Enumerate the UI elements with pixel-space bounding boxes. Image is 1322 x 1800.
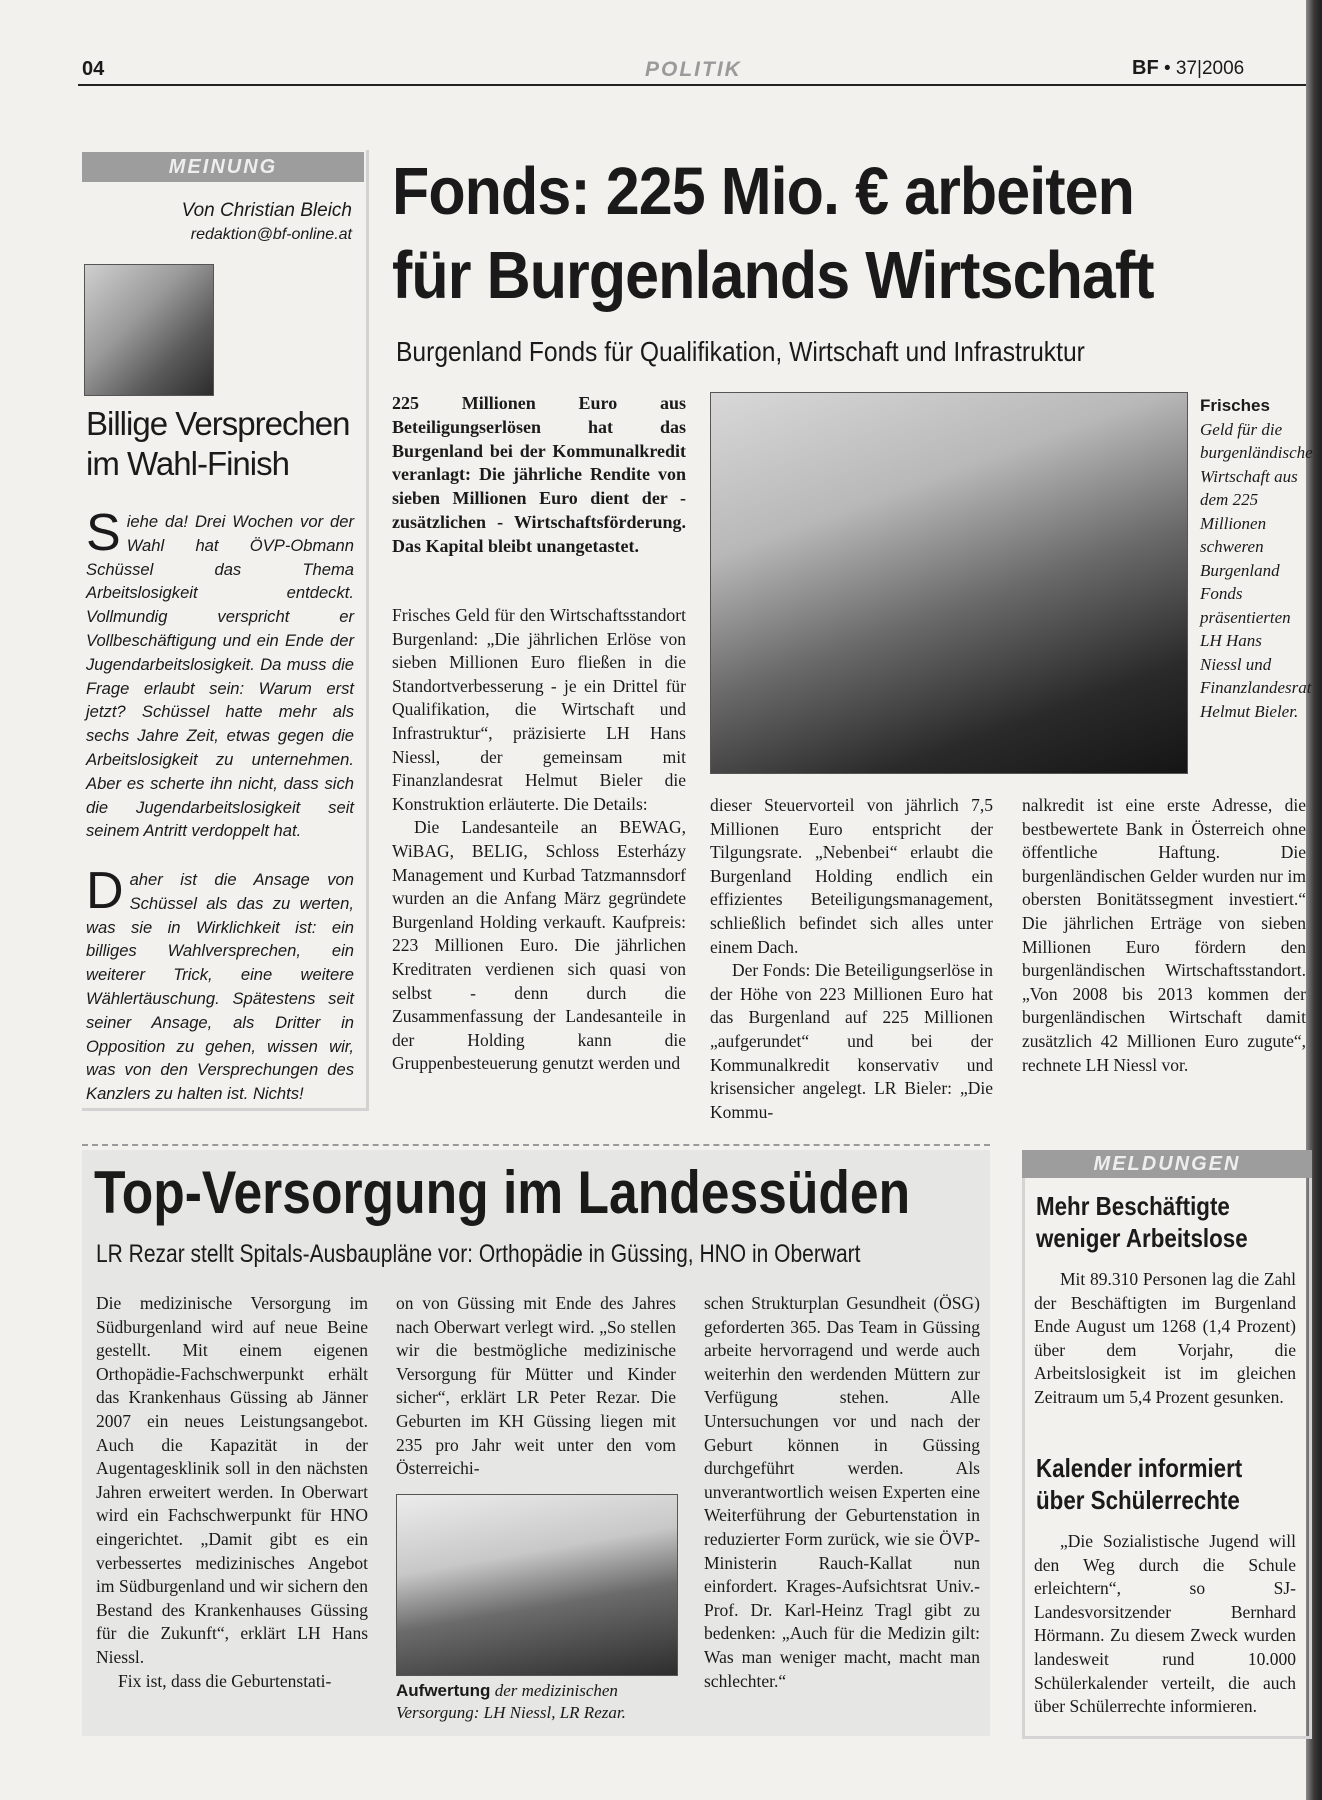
issue-number: 37|2006 [1175, 58, 1245, 79]
health-headline: Top-Versorgung im Landessüden [94, 1159, 911, 1226]
news-item2-title-line2: über Schülerrechte [1036, 1485, 1240, 1515]
dropcap-s: S [86, 504, 121, 562]
news-item1-title [1036, 1190, 1248, 1254]
main-subheadline: Burgenland Fonds für Qualifikation, Wirtschaft und Infrastruktur [396, 336, 1085, 367]
main-caption-bold: Frisches [1200, 396, 1270, 415]
main-col3-p1: nalkredit ist eine erste Adresse, die bestbewertete Bank in Österreich ohne öffentliche Haftung. Die burgenländischen Gelder wurden nur im obersten Bonitätssegment investiert.“ Die jährlichen Erträge von sieben Millionen Euro fördern den burgenländischen Wirtschaftsstandort. „Von 2008 bis 2013 kommen der burgenländischen Wirtschaft damit zusätzlich 42 Millionen Euro zugute“, rechnete LH Niessl vor. [1022, 795, 1306, 1075]
main-caption-text: Geld für die burgenländische Wirtschaft aus dem 225 Millionen schweren Burgenland Fonds präsentierten LH Hans Niessl und Finanzlandesrat Helmut Bieler. [1200, 419, 1313, 721]
health-photo-caption [396, 1680, 682, 1724]
health-col3 [704, 1292, 980, 1693]
main-col1 [392, 604, 686, 1076]
opinion-title-line1: Billige Versprechen [86, 405, 350, 442]
main-photo [710, 392, 1188, 774]
health-col1 [96, 1292, 368, 1693]
section-name: POLITIK [645, 58, 742, 81]
opinion-para2 [86, 862, 354, 1106]
opinion-para2-text: aher ist die Ansage von Schüssel als das zu werten, was sie in Wirklichkeit ist: ein billiges Wahlversprechen, ein weiterer Trick, eine weitere Wählertäuschung. Spätestens seit seiner Ansage, als Dritter in Opposition zu gehen, wissen wir, was von den Versprechungen des Kanzlers zu halten ist. Nichts! [86, 870, 354, 1104]
dropcap-d: D [86, 862, 124, 920]
health-caption-bold: Aufwertung [396, 1681, 491, 1700]
main-col2-p2: Der Fonds: Die Beteiligungserlöse in der Höhe von 223 Millionen Euro hat das Burgenland auf 225 Millionen „aufgerundet“ und bei der Kommunalkredit konservativ und krisensicher angelegt. LR Bieler: „Die Kommu- [710, 960, 993, 1122]
news-item2-title-line1: Kalender informiert [1036, 1453, 1243, 1483]
health-col2-p1: on von Güssing mit Ende des Jahres nach Oberwart verlegt wird. „So stellen wir die bestmögliche medizinische Versorgung für Mütter und Kinder sicher“, erklärt LR Peter Rezar. Die Geburten im KH Güssing liegen mit 235 pro Jahr weit unter den vom Österreichi- [396, 1293, 676, 1479]
main-headline [392, 150, 1229, 318]
health-col1-p2: Fix ist, dass die Geburtenstati- [118, 1670, 332, 1691]
opinion-para1-text: iehe da! Drei Wochen vor der Wahl hat ÖVP-Obmann Schüssel das Thema Arbeitslosigkeit entdeckt. Vollmundig verspricht er Vollbeschäftigung und ein Ende der Jugendarbeitslosigkeit. Da muss die Frage erlaubt sein: Warum erst jetzt? Schüssel hatte mehr als sechs Jahre Zeit, etwas gegen die Arbeitslosigkeit zu unternehmen. Aber es scherte ihn nicht, dass sich die Jugendarbeitslosigkeit seit seinem Antritt verdoppelt hat. [86, 512, 354, 841]
main-photo-caption [1200, 394, 1313, 723]
health-col2 [396, 1292, 676, 1481]
news-item1-body: Mit 89.310 Personen lag die Zahl der Beschäftigten im Burgenland Ende August um 1268 (1,4 Prozent) über dem Vorjahr, die Arbeitslosigkeit ist im gleichen Zeitraum um 5,4 Prozent gesunken. [1034, 1269, 1296, 1407]
page-number: 04 [82, 58, 105, 80]
opinion-para1 [86, 504, 354, 843]
author-name: Von Christian Bleich [181, 200, 352, 221]
brand-logo: BF [1132, 57, 1159, 79]
author-photo [84, 264, 214, 396]
news-label: MELDUNGEN [1022, 1150, 1312, 1178]
main-col2-p1: dieser Steuervorteil von jährlich 7,5 Millionen Euro entspricht der Tilgungsrate. „Nebenbei“ erlaubt die Burgenland Holding endlich ein effizientes Beteiligungsmanagement, schließlich befindet sich alles unter einem Dach. [710, 795, 993, 957]
health-caption-text: der medizinischen Versorgung: LH Niessl, LR Rezar. [396, 1681, 626, 1722]
issue-info [1132, 57, 1244, 80]
section-divider [82, 1144, 990, 1146]
health-col3-p1: schen Strukturplan Gesundheit (ÖSG) geforderten 365. Das Team in Güssing arbeite hervorragend und werde auch weiterhin den werdenden Müttern zur Verfügung stehen. Alle Untersuchungen vor und nach der Geburt können in Güssing durchgeführt werden. Als unverantwortlich weisen Experten eine Weiterführung der Geburtenstation in reduzierter Form zurück, wie sie ÖVP-Ministerin Rauch-Kallat nun einfordert. Krages-Aufsichtsrat Univ.-Prof. Dr. Karl-Heinz Tragl gibt zu bedenken: „Auch für die Medizin gilt: Was man weniger macht, macht man schlechter.“ [704, 1293, 980, 1691]
opinion-label: MEINUNG [82, 152, 364, 182]
health-photo [396, 1494, 678, 1676]
main-col3 [1022, 794, 1306, 1077]
main-headline-line1: Fonds: 225 Mio. € arbeiten [392, 154, 1135, 229]
main-headline-line2: für Burgenlands Wirtschaft [392, 238, 1154, 313]
health-subheadline: LR Rezar stellt Spitals-Ausbaupläne vor: Orthopädie in Güssing, HNO in Oberwart [96, 1240, 861, 1268]
health-col1-p1: Die medizinische Versorgung im Südburgenland wird auf neue Beine gestellt. Mit einem eigenen Orthopädie-Fachschwerpunkt erhält das Krankenhaus Güssing ab Jänner 2007 ein neues Leistungsangebot. Auch die Kapazität in der Augentagesklinik soll in den nächsten Jahren erweitert werden. In Oberwart wird ein Fachschwerpunkt für HNO eingerichtet. „Damit gibt es ein verbessertes medizinisches Angebot im Südburgenland und wir sichern den Bestand des Krankenhauses Güssing für die Zukunft“, erklärt LH Hans Niessl. [96, 1293, 368, 1667]
main-col1-p1: Frisches Geld für den Wirtschaftsstandort Burgenland: „Die jährlichen Erlöse von sieben Millionen Euro fließen in die Standortverbesserung - je ein Drittel für Qualifikation, die Wirtschaft und Infrastruktur“, präzisierte LH Hans Niessl, der gemeinsam mit Finanzlandesrat Helmut Bieler die Konstruktion erläuterte. Die Details: [392, 605, 686, 814]
news-item1-title-line1: Mehr Beschäftigte [1036, 1191, 1230, 1221]
opinion-title [86, 404, 350, 484]
news-item2-body: „Die Sozialistische Jugend will den Weg durch die Schule erleichtern“, so SJ-Landesvorsitzender Bernhard Hörmann. Zu diesem Zweck wurden landesweit rund 10.000 Schülerkalender verteilt, die auch über Schülerrechte informieren. [1034, 1531, 1296, 1717]
main-lead: 225 Millionen Euro aus Beteiligungserlösen hat das Burgenland bei der Kommunalkredit veranlagt: Die jährliche Rendite von sieben Millionen Euro dient der - zusätzlichen - Wirtschaftsförderung. Das Kapital bleibt unangetastet. [392, 393, 686, 556]
separator-dot: • [1163, 58, 1176, 79]
header-rule [78, 84, 1306, 86]
news-item1-title-line2: weniger Arbeitslose [1036, 1223, 1248, 1253]
main-col2 [710, 794, 993, 1124]
news-item2-text [1034, 1530, 1296, 1719]
opinion-title-line2: im Wahl-Finish [86, 445, 289, 482]
author-email: redaktion@bf-online.at [190, 226, 352, 243]
news-item1-text [1034, 1268, 1296, 1410]
main-col1-p2: Die Landesanteile an BEWAG, WiBAG, BELIG, Schloss Esterházy Management und Kurbad Tatzmannsdorf wurden an die Anfang März gegründete Burgenland Holding verkauft. Kaufpreis: 223 Millionen Euro. Die jährlichen Kreditraten verdienen sich quasi von selbst - denn durch die Zusammenfassung der Landesanteile in der Holding kann die Gruppenbesteuerung genutzt werden und [392, 817, 686, 1074]
news-item2-title [1036, 1452, 1242, 1516]
